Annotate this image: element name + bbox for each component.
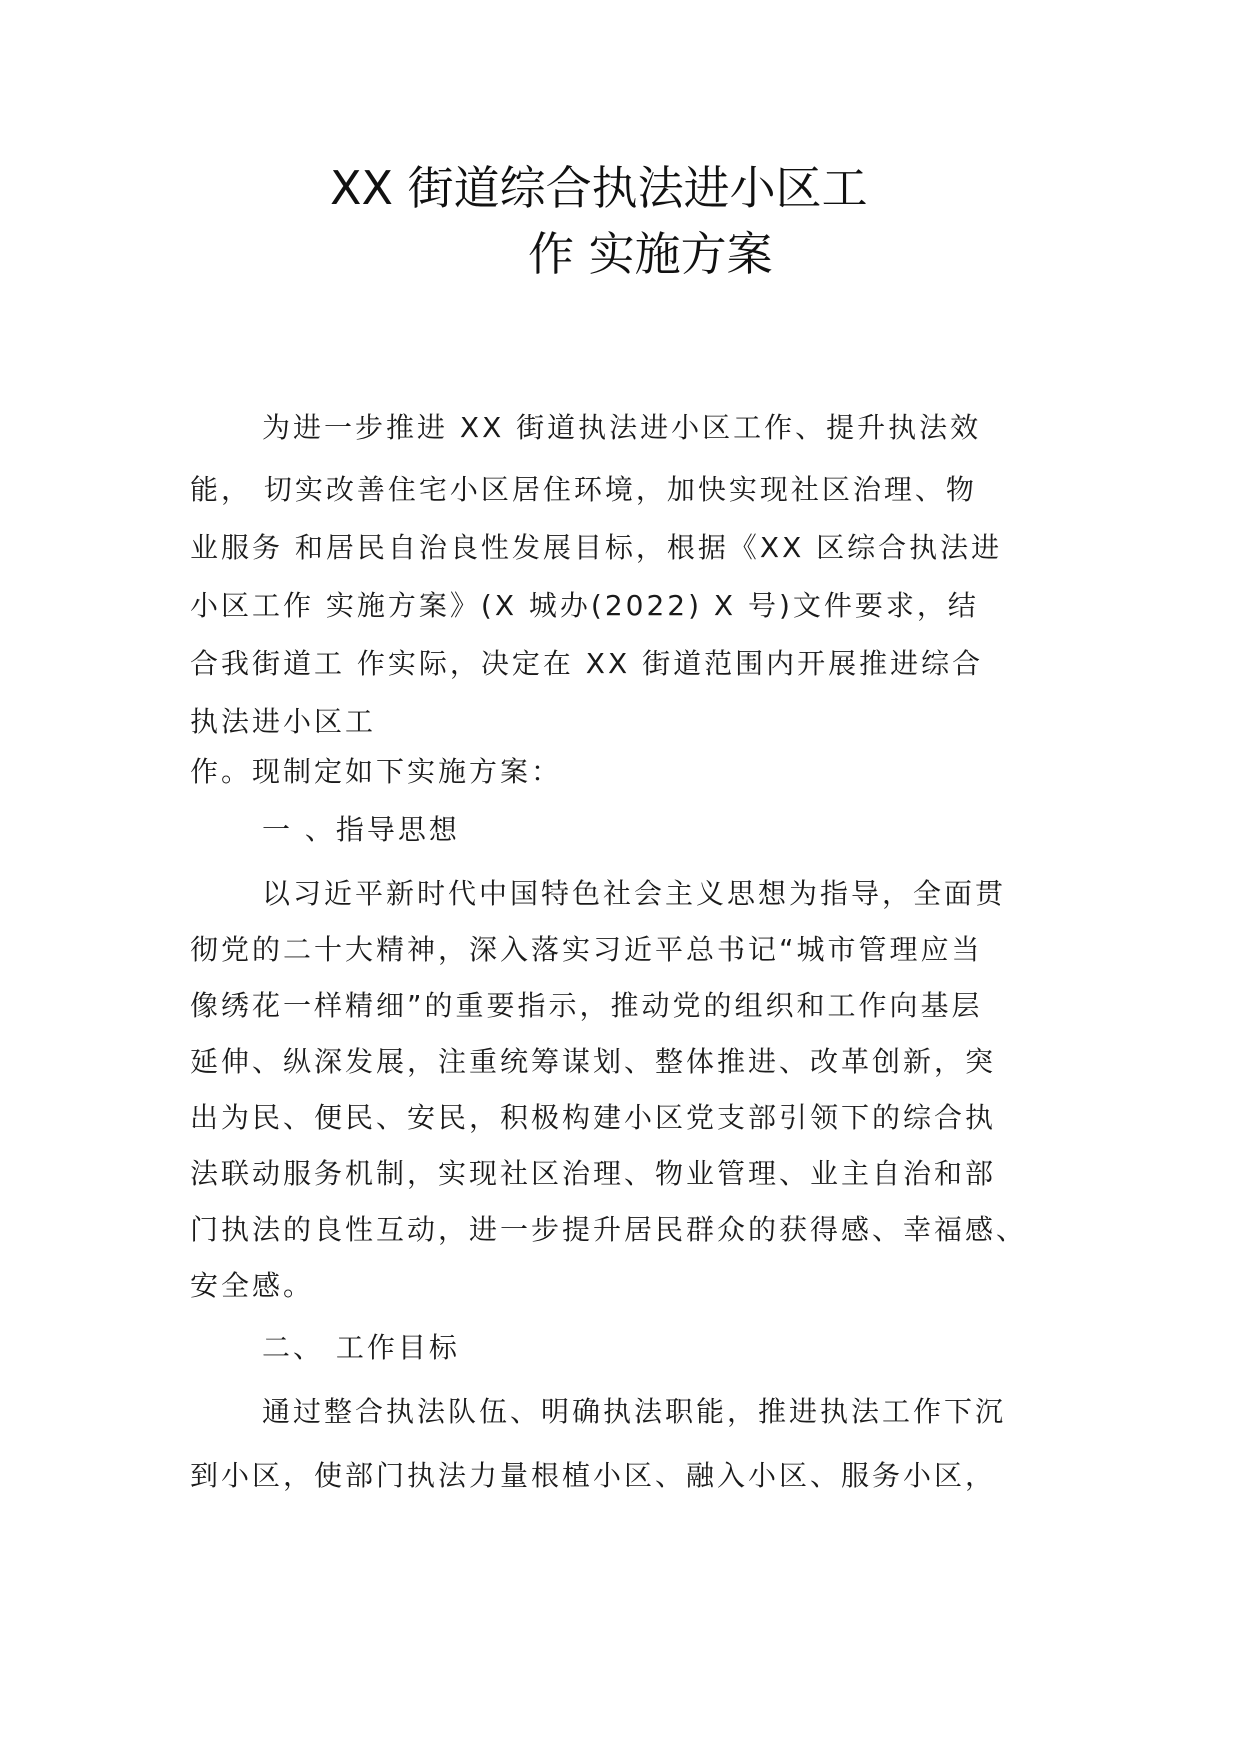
section-heading-work-goals: 二、 工作目标 — [262, 1331, 460, 1364]
intro-paragraph-line: 能， 切实改善住宅小区居住环境，加快实现社区治理、物 — [190, 473, 977, 506]
intro-paragraph-line: 作。现制定如下实施方案： — [190, 755, 563, 788]
section-one-paragraph-line: 安全感。 — [190, 1269, 315, 1302]
section-one-paragraph-line: 以习近平新时代中国特色社会主义思想为指导，全面贯 — [262, 877, 1007, 910]
section-one-paragraph-line: 出为民、便民、安民，积极构建小区党支部引领下的综合执 — [190, 1101, 997, 1134]
document-title-line-1: XX 街道综合执法进小区工 — [330, 161, 868, 215]
intro-paragraph-line: 合我街道工 作实际，决定在 XX 街道范围内开展推进综合 — [190, 647, 984, 680]
intro-paragraph-line: 为进一步推进 XX 街道执法进小区工作、提升执法效 — [262, 411, 982, 444]
section-two-paragraph-line: 到小区，使部门执法力量根植小区、融入小区、服务小区， — [190, 1459, 997, 1492]
section-one-paragraph-line: 延伸、纵深发展，注重统筹谋划、整体推进、改革创新，突 — [190, 1045, 997, 1078]
section-one-paragraph-line: 门执法的良性互动，进一步提升居民群众的获得感、幸福感、 — [190, 1213, 1028, 1246]
document-title-line-2: 作 实施方案 — [528, 227, 773, 281]
intro-paragraph-line: 小区工作 实施方案》(X 城办(2022) X 号)文件要求，结 — [190, 589, 979, 622]
section-one-paragraph-line: 像绣花一样精细”的重要指示，推动党的组织和工作向基层 — [190, 989, 983, 1022]
intro-paragraph-line: 执法进小区工 — [190, 705, 377, 738]
intro-paragraph-line: 业服务 和居民自治良性发展目标，根据《XX 区综合执法进 — [190, 531, 1003, 564]
section-one-paragraph-line: 彻党的二十大精神，深入落实习近平总书记“城市管理应当 — [190, 933, 983, 966]
section-heading-guiding-ideology: 一 、指导思想 — [262, 813, 460, 846]
section-one-paragraph-line: 法联动服务机制，实现社区治理、物业管理、业主自治和部 — [190, 1157, 997, 1190]
section-two-paragraph-line: 通过整合执法队伍、明确执法职能，推进执法工作下沉 — [262, 1395, 1007, 1428]
